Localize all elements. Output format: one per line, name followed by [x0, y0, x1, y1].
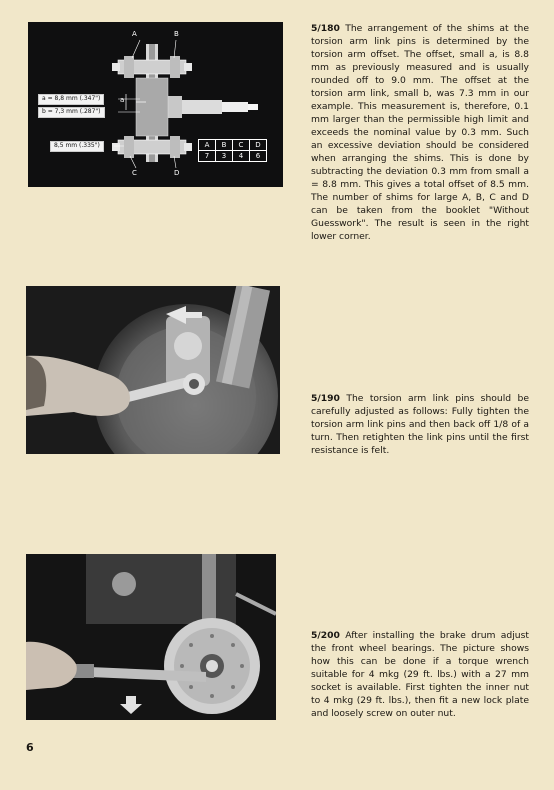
- shim-header-b: B: [216, 140, 233, 151]
- section-number-5-200: 5/200: [311, 630, 340, 641]
- section-text-5-180: The arrangement of the shims at the torsion arm link pins is determined by the torsion arm offset. The offset, small a, is 8.8 mm as previously measured and is usually rounded off to 9.0 mm. The offset at the torsion arm link, small b, was 7.3 mm in our example. This measurement is, therefore, 0.1 mm larger than the permissible high limit and exceeds the nominal value by 0.3 mm. Such an excessive deviation should be considered when arranging the shims. This is done by subtracting the deviation 0.3 mm from small a = 8.8 mm. This gives a total offset of 8.5 mm. The number of shims for large A, B, C and D can be taken from the booklet "Without Guesswork". The result is seen in the right lower corner.: [311, 23, 529, 242]
- section-text-5-190: The torsion arm link pins should be carefully adjusted as follows: Fully tighten the torsion arm link pins and then back off 1/8 of a turn. Then retighten the link pins until the first resistance is felt.: [311, 393, 529, 456]
- shim-count-table: [198, 139, 267, 162]
- link-pin-adjustment-photo: [26, 286, 280, 454]
- label-d-bottom: D: [174, 169, 180, 177]
- measurement-b: b = 7,3 mm (.287"): [38, 107, 105, 118]
- shim-value-d: 6: [250, 151, 267, 162]
- shim-arrangement-diagram: [28, 22, 283, 187]
- label-c-bottom: C: [132, 169, 137, 177]
- section-5-200: [311, 629, 529, 720]
- shim-header-c: C: [233, 140, 250, 151]
- page-number: 6: [26, 741, 34, 754]
- shim-value-a: 7: [199, 151, 216, 162]
- section-text-5-200: After installing the brake drum adjust the front wheel bearings. The picture shows how this can be done if a torque wrench suitable for 4 mkg (29 ft. lbs.) with a 27 mm socket is available. First tighten the inner nut to 4 mkg (29 ft. lbs.), then fit a new lock plate and loosely screw on outer nut.: [311, 630, 529, 719]
- measurement-offset: 8,5 mm (.335"): [50, 141, 104, 152]
- label-b-top: B: [174, 30, 179, 38]
- shim-value-b: 3: [216, 151, 233, 162]
- wrench-on-link-pin-image: [26, 286, 280, 454]
- section-5-190: [311, 392, 529, 457]
- section-number-5-180: 5/180: [311, 23, 340, 34]
- shim-value-c: 4: [233, 151, 250, 162]
- label-small-a: a: [120, 96, 125, 104]
- shim-header-a: A: [199, 140, 216, 151]
- wheel-bearing-adjustment-image: [26, 554, 276, 720]
- section-5-180: [311, 22, 529, 243]
- section-number-5-190: 5/190: [311, 393, 340, 404]
- shim-table-header-row: [199, 140, 267, 151]
- shim-header-d: D: [250, 140, 267, 151]
- label-a-top: A: [132, 30, 137, 38]
- measurement-a: a = 8,8 mm (.347"): [38, 94, 104, 105]
- torque-wrench-photo: [26, 554, 276, 720]
- shim-table-value-row: [199, 151, 267, 162]
